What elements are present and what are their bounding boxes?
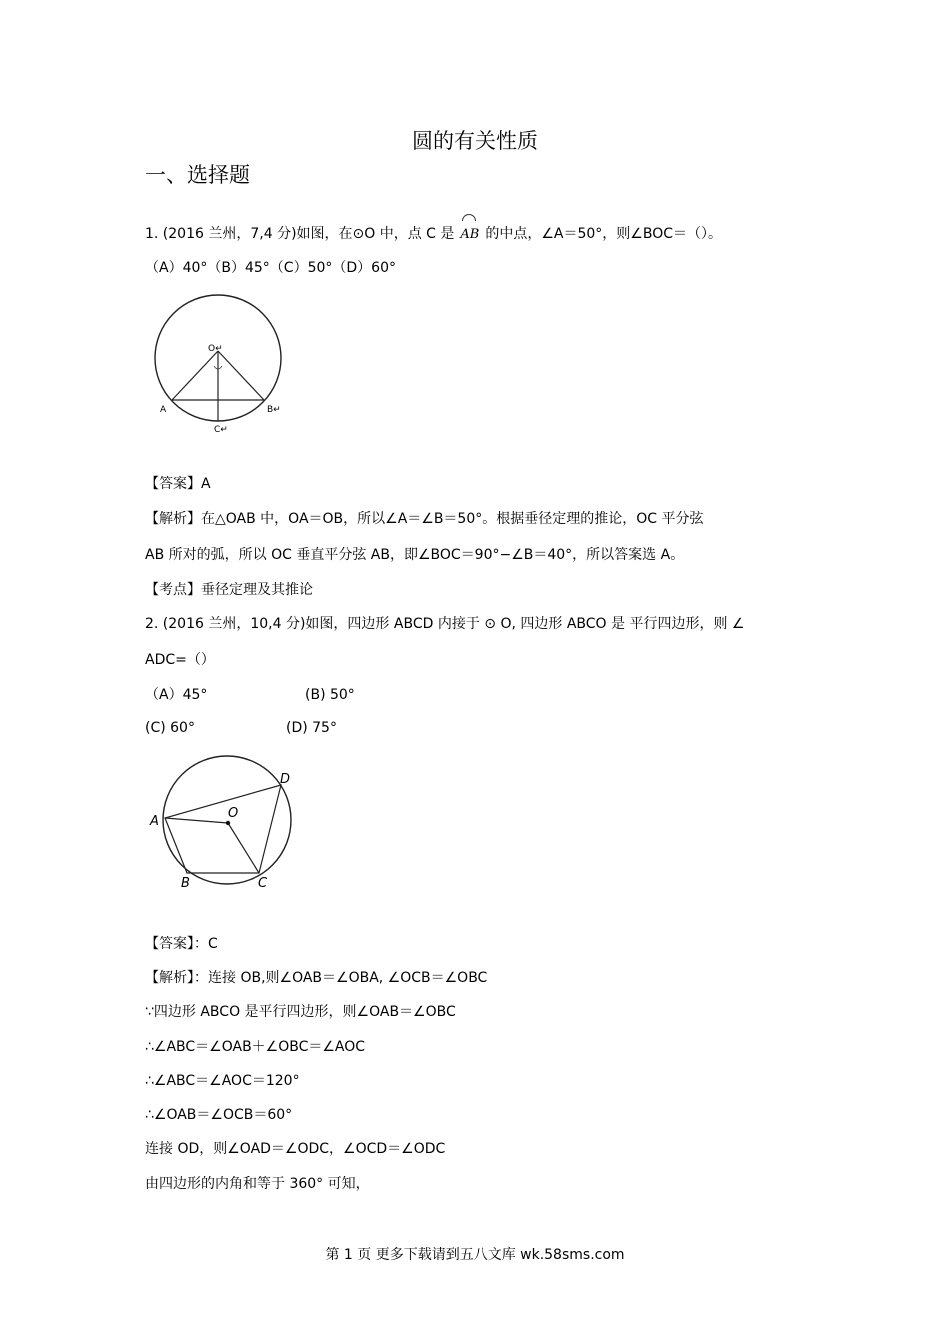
q1-label-b: B↵ bbox=[267, 405, 281, 415]
q1-options: （A）40°（B）45°（C）50°（D）60° bbox=[145, 260, 396, 276]
q2-analysis-line-5: ∴∠OAB＝∠OCB＝60° bbox=[145, 1107, 293, 1123]
q1-label-a: A bbox=[160, 405, 167, 415]
q2-center-dot bbox=[226, 821, 230, 825]
q2-segment-ao bbox=[165, 818, 228, 823]
q1-segment-ob bbox=[218, 351, 264, 400]
q1-stem-part-a: 1. (2016 兰州，7,4 分)如图，在⊙O 中，点 C 是 bbox=[145, 226, 455, 242]
document-title: 圆的有关性质 bbox=[412, 129, 538, 153]
q1-analysis-line-1: 【解析】在△OAB 中，OA＝OB，所以∠A＝∠B＝50°。根据垂径定理的推论，OC 平分弦 bbox=[145, 511, 704, 527]
q2-analysis-line-2: ∵四边形 ABCO 是平行四边形，则∠OAB＝∠OBC bbox=[145, 1004, 456, 1020]
q1-answer: 【答案】A bbox=[145, 476, 211, 492]
q1-stem bbox=[145, 224, 722, 245]
q1-label-o: O↵ bbox=[208, 344, 223, 354]
section-heading: 一、选择题 bbox=[145, 163, 250, 187]
q2-figure bbox=[145, 755, 305, 895]
q2-stem-line-1: 2. (2016 兰州，10,4 分)如图，四边形 ABCD 内接于 ⊙ O, 四边形 ABCO 是 平行四边形，则 ∠ bbox=[145, 616, 745, 632]
q1-figure bbox=[148, 288, 298, 438]
q1-kaodian: 【考点】垂径定理及其推论 bbox=[145, 582, 313, 598]
q2-option-d: (D) 75° bbox=[286, 720, 337, 736]
q1-stem-part-b: 的中点，∠A＝50°，则∠BOC＝（）。 bbox=[485, 226, 723, 242]
q1-analysis-line-2: AB 所对的弧，所以 OC 垂直平分弦 AB，即∠BOC＝90°−∠B＝40°，所以答案选 A。 bbox=[145, 547, 685, 563]
q2-option-b: (B) 50° bbox=[305, 687, 355, 703]
q2-quadrilateral-abcd bbox=[165, 785, 281, 873]
q2-label-a: A bbox=[150, 814, 159, 829]
q2-answer: 【答案】：C bbox=[145, 936, 218, 952]
q2-analysis-line-1: 【解析】：连接 OB,则∠OAB＝∠OBA, ∠OCB＝∠OBC bbox=[145, 970, 488, 986]
q2-stem-line-2: ADC=（） bbox=[145, 652, 215, 668]
q2-label-b: B bbox=[181, 876, 190, 891]
arc-ab-label bbox=[460, 225, 479, 245]
q2-analysis-line-3: ∴∠ABC＝∠OAB＋∠OBC＝∠AOC bbox=[145, 1039, 366, 1055]
q1-segment-oa bbox=[172, 351, 218, 400]
q2-option-a: （A）45° bbox=[145, 687, 208, 703]
q2-analysis-line-4: ∴∠ABC＝∠AOC＝120° bbox=[145, 1073, 300, 1089]
q2-label-o: O bbox=[228, 806, 239, 821]
q2-label-c: C bbox=[258, 876, 268, 891]
q2-analysis-line-7: 由四边形的内角和等于 360° 可知， bbox=[145, 1176, 370, 1192]
q2-segment-oc bbox=[228, 823, 259, 873]
q2-analysis-line-6: 连接 OD，则∠OAD＝∠ODC，∠OCD＝∠ODC bbox=[145, 1141, 446, 1157]
q1-label-c: C↵ bbox=[214, 425, 228, 435]
arc-ab-text: AB bbox=[460, 227, 480, 242]
arc-mark-icon bbox=[462, 214, 476, 221]
q2-label-d: D bbox=[280, 772, 291, 787]
page-footer[interactable]: 第 1 页 更多下载请到五八文库 wk.58sms.com bbox=[325, 1247, 625, 1263]
q2-option-c: (C) 60° bbox=[145, 720, 195, 736]
